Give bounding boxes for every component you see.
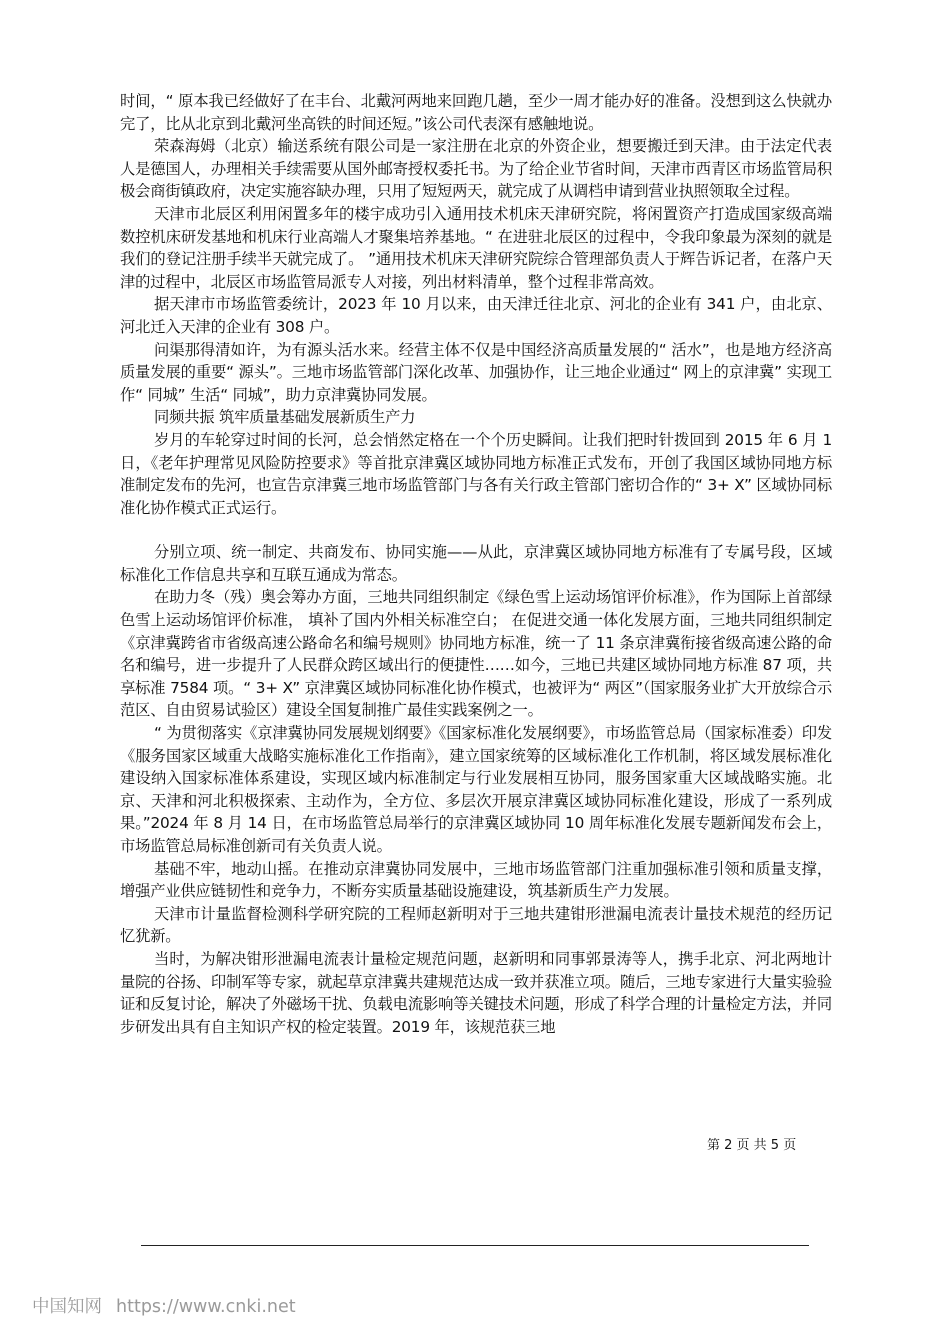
watermark-url: https://www.cnki.net xyxy=(116,1297,296,1317)
cnki-watermark xyxy=(32,1293,296,1318)
article-body xyxy=(120,90,832,1038)
paragraph: 据天津市市场监管委统计，2023 年 10 月以来，由天津迁往北京、河北的企业有 341 户，由北京、河北迁入天津的企业有 308 户。 xyxy=(120,295,832,336)
paragraph: 天津市北辰区利用闲置多年的楼宇成功引入通用技术机床天津研究院，将闲置资产打造成国家级高端数控机床研发基地和机床行业高端人才聚集培养基地。“ 在进驻北辰区的过程中，令我印象最为深刻的就是我们的登记注册手续半天就完成了。 ”通用技术机床天津研究院综合管理部负责人于辉告诉记者，在落户天津的过程中，北辰区市场监管局派专人对接，列出材料清单，整个过程非常高效。 xyxy=(120,204,832,291)
paragraph: 在助力冬（残）奥会筹办方面，三地共同组织制定《绿色雪上运动场馆评价标准》，作为国际上首部绿色雪上运动场馆评价标准， 填补了国内外相关标准空白； 在促进交通一体化发展方面，三地共同组织制定《京津冀跨省市省级高速公路命名和编号规则》协同地方标准，统一了 11 条京津冀衔接省级高速公路的命名和编号，进一步提升了人民群众跨区域出行的便捷性……如今，三地已共建区域协同地方标准 87 项，共享标准 7584 项。“ 3+ X” 京津冀区域协同标准化协作模式，也被评为“ 两区”（国家服务业扩大开放综合示范区、自由贸易试验区）建设全国复制推广最佳实践案例之一。 xyxy=(120,588,832,720)
paragraph: 天津市计量监督检测科学研究院的工程师赵新明对于三地共建钳形泄漏电流表计量技术规范的经历记忆犹新。 xyxy=(120,904,832,946)
paragraph: “ 为贯彻落实《京津冀协同发展规划纲要》《国家标准化发展纲要》，市场监管总局（国家标准委）印发《服务国家区域重大战略实施标准化工作指南》，建立国家统筹的区域标准化工作机制，将区域发展标准化建设纳入国家标准体系建设，实现区域内标准制定与行业发展相互协同，服务国家重大区域战略实施。北京、天津和河北积极探索、主动作为，全方位、多层次开展京津冀区域协同标准化建设，形成了一系列成果。”2024 年 8 月 14 日，在市场监管总局举行的京津冀区域协同 10 周年标准化发展专题新闻发布会上，市场监管总局标准创新司有关负责人说。 xyxy=(120,724,832,855)
paragraph: 分别立项、统一制定、共商发布、协同实施——从此，京津冀区域协同地方标准有了专属号段，区域标准化工作信息共享和互联互通成为常态。 xyxy=(120,543,832,584)
footer-divider xyxy=(141,1245,809,1246)
page-number: 第 2 页 共 5 页 xyxy=(707,1138,797,1153)
paragraph: 时间，“ 原本我已经做好了在丰台、北戴河两地来回跑几趟，至少一周才能办好的准备。没想到这么快就办完了，比从北京到北戴河坐高铁的时间还短。”该公司代表深有感触地说。 xyxy=(120,92,832,133)
watermark-brand: 中国知网 xyxy=(32,1297,102,1317)
paragraph-spacer xyxy=(120,519,832,541)
paragraph: 问渠那得清如许，为有源头活水来。经营主体不仅是中国经济高质量发展的“ 活水”，也是地方经济高质量发展的重要“ 源头”。三地市场监管部门深化改革、加强协作，让三地企业通过“ 网上的京津冀” 实现工作“ 同城” 生活“ 同城”，助力京津冀协同发展。 xyxy=(120,340,832,404)
paragraph: 岁月的车轮穿过时间的长河，总会悄然定格在一个个历史瞬间。让我们把时针拨回到 2015 年 6 月 1 日，《老年护理常见风险防控要求》等首批京津冀区域协同地方标准正式发布，开创了我国区域协同地方标准制定发布的先河，也宣告京津冀三地市场监管部门与各有关行政主管部门密切合作的“ 3+ X” 区域协同标准化协作模式正式运行。 xyxy=(120,430,832,517)
section-heading: 同频共振 筑牢质量基础发展新质生产力 xyxy=(154,408,416,427)
paragraph: 荣森海姆（北京）输送系统有限公司是一家注册在北京的外资企业，想要搬迁到天津。由于法定代表人是德国人，办理相关手续需要从国外邮寄授权委托书。为了给企业节省时间，天津市西青区市场监管局积极会商街镇政府，决定实施容缺办理，只用了短短两天，就完成了从调档申请到营业执照领取全过程。 xyxy=(120,137,832,201)
paragraph: 基础不牢，地动山摇。在推动京津冀协同发展中，三地市场监管部门注重加强标准引领和质量支撑，增强产业供应链韧性和竞争力，不断夯实质量基础设施建设，筑基新质生产力发展。 xyxy=(120,859,832,901)
paragraph: 当时，为解决钳形泄漏电流表计量检定规范问题，赵新明和同事郭景涛等人，携手北京、河北两地计量院的谷扬、印制军等专家，就起草京津冀共建规范达成一致并获准立项。随后，三地专家进行大量实验验证和反复讨论，解决了外磁场干扰、负载电流影响等关键技术问题，形成了科学合理的计量检定方法，并同步研发出具有自主知识产权的检定装置。2019 年，该规范获三地 xyxy=(120,949,832,1036)
